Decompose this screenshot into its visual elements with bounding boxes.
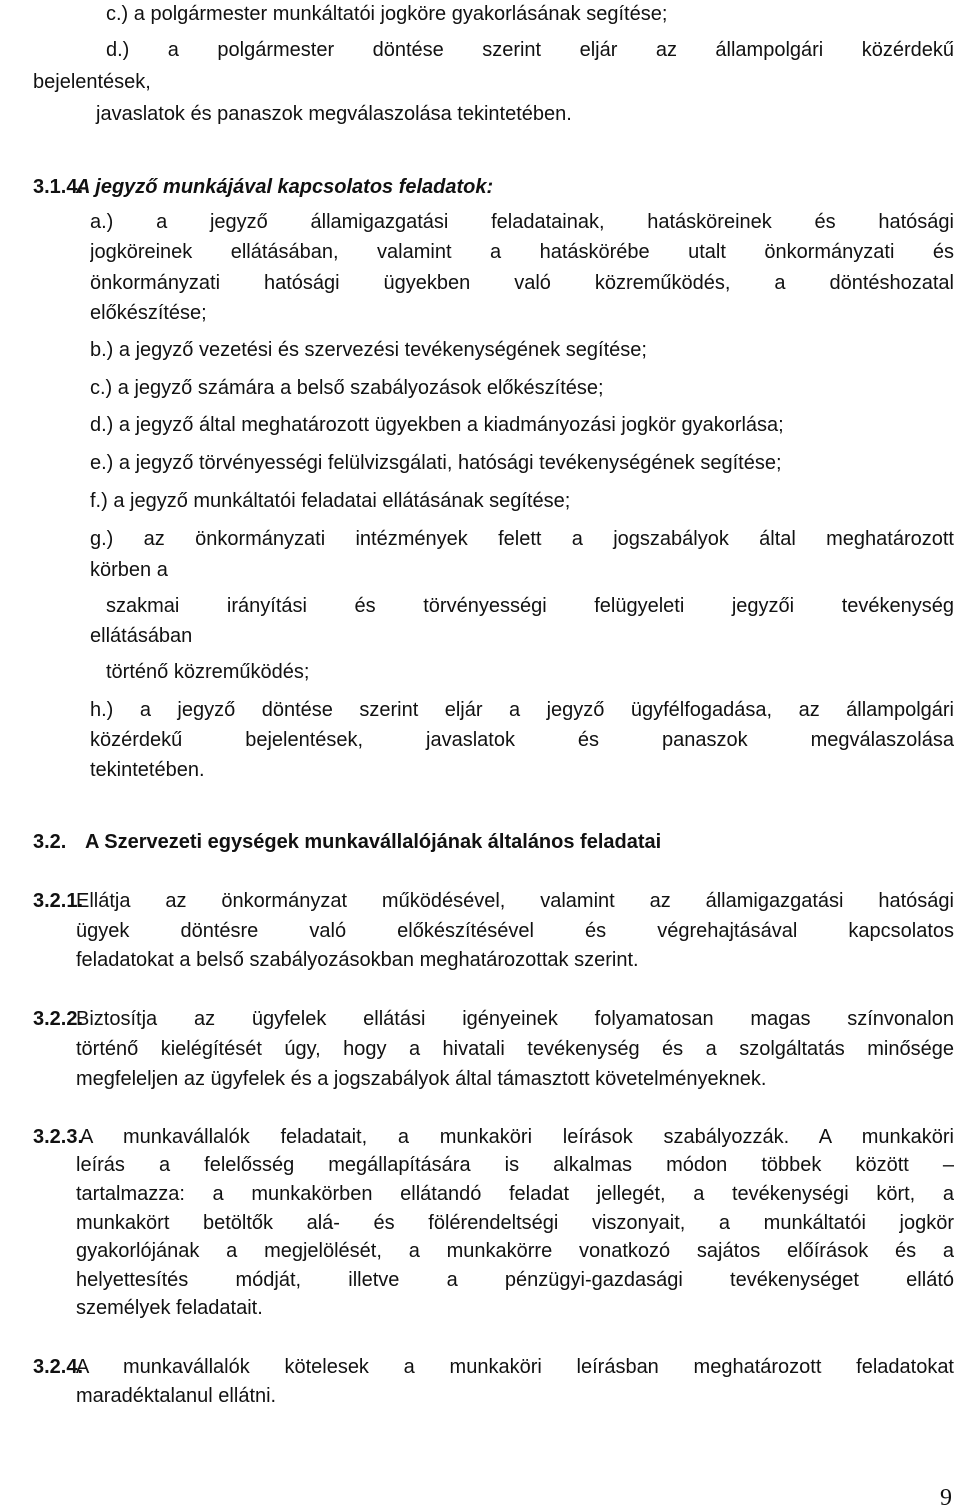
- list-item-f: f.) a jegyző munkáltatói feladatai ellátásának segítése;: [90, 490, 571, 512]
- list-item-a-line2: jogköreinek ellátásában, valamint a hatáskörébe utalt önkormányzati és: [90, 242, 954, 262]
- paragraph-324-line2: maradéktalanul ellátni.: [76, 1385, 277, 1407]
- paragraph-324-line1: A munkavállalók kötelesek a munkaköri leírásban meghatározott feladatokat: [76, 1357, 954, 1377]
- list-item-g-line1: g.) az önkormányzati intézmények felett a jogszabályok által meghatározott: [90, 529, 954, 549]
- section-number-32: 3.2.: [33, 831, 67, 853]
- paragraph-number-322: 3.2.2.: [33, 1008, 84, 1030]
- list-item-c-polgarmester: c.) a polgármester munkáltatói jogköre gyakorlásának segítése;: [106, 3, 668, 25]
- paragraph-323-line4: munkakört betöltők alá- és fölérendeltségi viszonyait, a munkáltatói jogkör: [76, 1213, 954, 1233]
- list-item-h-line2: közérdekű bejelentések, javaslatok és panaszok megválaszolása: [90, 730, 954, 750]
- list-item-g-line4: ellátásában: [90, 625, 193, 647]
- section-number-314: 3.1.4.: [33, 176, 84, 198]
- list-item-d-polgarmester-line1: d.) a polgármester döntése szerint eljár az állampolgári közérdekű: [106, 40, 954, 60]
- section-title-32: A Szervezeti egységek munkavállalójának általános feladatai: [85, 831, 662, 853]
- list-item-h-line1: h.) a jegyző döntése szerint eljár a jegyző ügyfélfogadása, az állampolgári: [90, 700, 954, 720]
- paragraph-323-line5: gyakorlójának a megjelölését, a munkakörre vonatkozó sajátos előírások és a: [76, 1241, 954, 1261]
- paragraph-321-line2: ügyek döntésre való előkészítésével és végrehajtásával kapcsolatos: [76, 921, 954, 941]
- list-item-d-polgarmester-line3: javaslatok és panaszok megválaszolása tekintetében.: [96, 103, 572, 125]
- list-item-e: e.) a jegyző törvényességi felülvizsgálati, hatósági tevékenységének segítése;: [90, 452, 782, 474]
- paragraph-322-line3: megfeleljen az ügyfelek és a jogszabályok által támasztott követelményeknek.: [76, 1068, 767, 1090]
- paragraph-322-line2: történő kielégítését úgy, hogy a hivatali tevékenység és a szolgáltatás minősége: [76, 1039, 954, 1059]
- section-title-314: A jegyző munkájával kapcsolatos feladatok:: [76, 176, 494, 198]
- list-item-b: b.) a jegyző vezetési és szervezési tevékenységének segítése;: [90, 339, 647, 361]
- paragraph-323-line7: személyek feladatait.: [76, 1297, 263, 1319]
- paragraph-323-line6: helyettesítés módját, illetve a pénzügyi-gazdasági tevékenységet ellátó: [76, 1270, 954, 1290]
- list-item-a-line3: önkormányzati hatósági ügyekben való közreműködés, a döntéshozatal: [90, 273, 954, 293]
- paragraph-323-line3: tartalmazza: a munkakörben ellátandó feladat jellegét, a tevékenységi kört, a: [76, 1184, 954, 1204]
- list-item-a-line1: a.) a jegyző államigazgatási feladatainak, hatásköreinek és hatósági: [90, 212, 954, 232]
- paragraph-number-324: 3.2.4.: [33, 1356, 84, 1378]
- paragraph-323-line2: leírás a felelősség megállapítására is alkalmas módon többek között –: [76, 1155, 954, 1175]
- list-item-d: d.) a jegyző által meghatározott ügyekben a kiadmányozási jogkör gyakorlása;: [90, 414, 784, 436]
- list-item-h-line3: tekintetében.: [90, 759, 205, 781]
- paragraph-322-line1: Biztosítja az ügyfelek ellátási igényeinek folyamatosan magas színvonalon: [76, 1009, 954, 1029]
- page-number: 9: [940, 1485, 952, 1511]
- paragraph-number-321: 3.2.1.: [33, 890, 84, 912]
- list-item-a-line4: előkészítése;: [90, 302, 207, 324]
- paragraph-323-line1: A munkavállalók feladatait, a munkaköri leírások szabályozzák. A munkaköri: [80, 1127, 954, 1147]
- list-item-d-polgarmester-line2: bejelentések,: [33, 71, 151, 93]
- paragraph-321-line3: feladatokat a belső szabályozásokban meghatározottak szerint.: [76, 949, 639, 971]
- list-item-g-line3: szakmai irányítási és törvényességi felügyeleti jegyzői tevékenység: [106, 596, 954, 616]
- paragraph-321-line1: Ellátja az önkormányzat működésével, valamint az államigazgatási hatósági: [76, 891, 954, 911]
- list-item-g-line5: történő közreműködés;: [106, 661, 310, 683]
- list-item-g-line2: körben a: [90, 559, 168, 581]
- paragraph-number-323: 3.2.3.: [33, 1126, 84, 1148]
- list-item-c: c.) a jegyző számára a belső szabályozások előkészítése;: [90, 377, 604, 399]
